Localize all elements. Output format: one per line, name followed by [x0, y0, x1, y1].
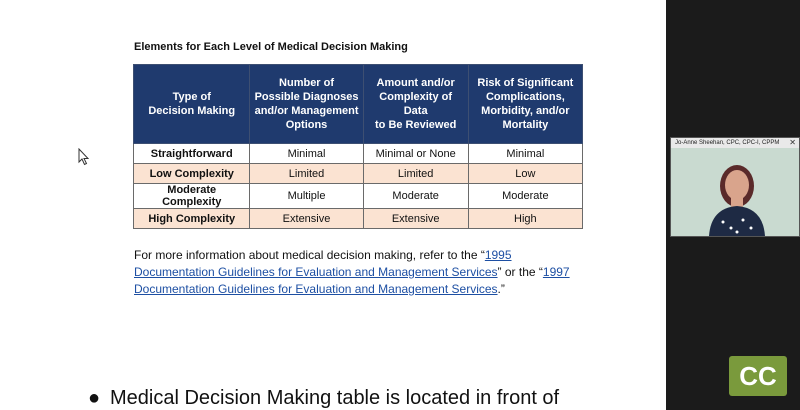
- bullet-text: Medical Decision Making table is located in front of: [110, 387, 560, 409]
- table-row: [134, 209, 583, 229]
- cell-type: Low Complexity: [134, 164, 250, 184]
- mouse-cursor-icon: [78, 148, 90, 166]
- more-info-paragraph: [134, 247, 584, 298]
- cell-data: Limited: [363, 164, 468, 184]
- header-diagnoses: Number of Possible Diagnoses and/or Management Options: [250, 65, 363, 144]
- info-middle: ” or the “: [497, 265, 543, 279]
- table-row: [134, 184, 583, 209]
- cell-type: Straightforward: [134, 144, 250, 164]
- company-logo: CC: [729, 356, 787, 396]
- cell-diagnoses: Multiple: [250, 184, 363, 209]
- participant-avatar: [671, 138, 799, 236]
- cell-risk: Minimal: [468, 144, 582, 164]
- cell-type: Moderate Complexity: [134, 184, 250, 209]
- table-title: Elements for Each Level of Medical Decision Making: [134, 41, 408, 53]
- table-row: [134, 144, 583, 164]
- table-row: [134, 164, 583, 184]
- cell-diagnoses: Limited: [250, 164, 363, 184]
- participant-video[interactable]: [670, 137, 800, 237]
- header-data: Amount and/or Complexity of Data to Be Reviewed: [363, 65, 468, 144]
- info-suffix: .”: [497, 282, 505, 296]
- cell-data: Moderate: [363, 184, 468, 209]
- header-type: Type of Decision Making: [134, 65, 250, 144]
- cell-type: High Complexity: [134, 209, 250, 229]
- cell-data: Minimal or None: [363, 144, 468, 164]
- participant-name-bar: [671, 138, 799, 148]
- bullet-icon: ●: [88, 387, 101, 409]
- cell-data: Extensive: [363, 209, 468, 229]
- cell-diagnoses: Minimal: [250, 144, 363, 164]
- cell-diagnoses: Extensive: [250, 209, 363, 229]
- participant-name: Jo-Anne Sheehan, CPC, CPC-I, CPPM: [675, 140, 780, 146]
- close-icon[interactable]: ✕: [789, 138, 796, 147]
- cell-risk: High: [468, 209, 582, 229]
- bullet-point: [88, 387, 559, 410]
- header-risk: Risk of Significant Complications, Morbidity, and/or Mortality: [468, 65, 582, 144]
- cell-risk: Low: [468, 164, 582, 184]
- mdm-table: [133, 64, 583, 229]
- link-1997-guidelines[interactable]: 1997 Documentation Guidelines for Evaluation and Management Services: [134, 265, 570, 296]
- link-1995-guidelines[interactable]: 1995 Documentation Guidelines for Evaluation and Management Services: [134, 248, 512, 279]
- info-prefix: For more information about medical decision making, refer to the “: [134, 248, 485, 262]
- cell-risk: Moderate: [468, 184, 582, 209]
